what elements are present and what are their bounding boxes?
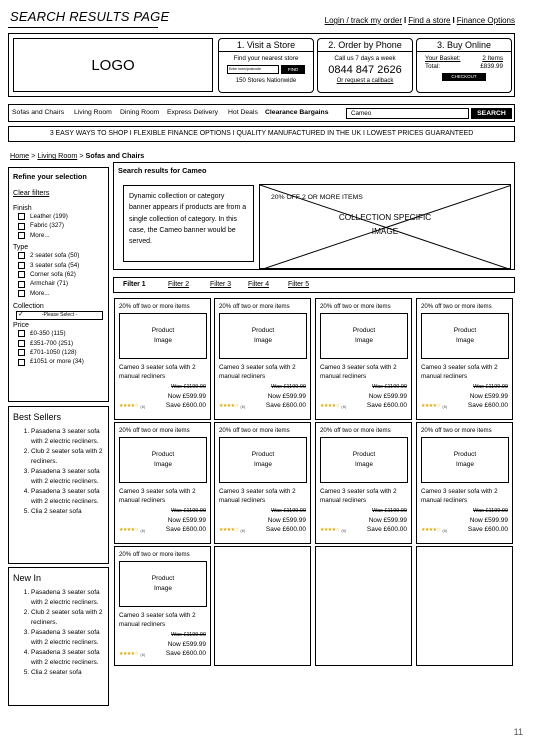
logo[interactable]: LOGO xyxy=(13,38,213,92)
star-icons: ★★★★☆ xyxy=(119,403,139,409)
tick-icon: ✓ xyxy=(18,311,24,319)
filter-price-0-350[interactable]: £0-350 (115) xyxy=(13,329,104,338)
product-card[interactable] xyxy=(315,298,412,420)
star-icons: ★★★★☆ xyxy=(320,527,340,533)
breadcrumb: Home > Living Room > Sofas and Chairs xyxy=(10,151,145,160)
now-price: Now £599.99 xyxy=(469,517,508,524)
product-card[interactable] xyxy=(214,298,311,420)
best-sellers-title: Best Sellers xyxy=(13,412,62,422)
product-card[interactable] xyxy=(114,546,211,666)
filter-type-more[interactable]: More... xyxy=(13,289,104,298)
rating-stars[interactable] xyxy=(119,527,145,533)
product-card[interactable] xyxy=(114,298,211,420)
best-seller-item[interactable]: 2. Club 2 seater sofa with 2 recliners. xyxy=(31,447,104,467)
best-seller-item[interactable]: 4. Pasadena 3 seater sofa with 2 electric recliners. xyxy=(31,487,104,507)
nav-express-delivery[interactable]: Express Delivery xyxy=(167,109,218,116)
save-amount: Save £600.00 xyxy=(165,650,206,657)
filter-price-351-700[interactable]: £351-700 (251) xyxy=(13,339,104,348)
save-amount: Save £600.00 xyxy=(265,402,306,409)
save-amount: Save £600.00 xyxy=(467,402,508,409)
was-price: Was £1199.99 xyxy=(171,632,206,638)
filter-armchair-checkbox[interactable]: Armchair (71) xyxy=(13,279,104,288)
visit-store-title: 1. Visit a Store xyxy=(219,39,313,52)
offer-label: 20% off two or more items xyxy=(119,551,190,558)
review-count: (6) xyxy=(341,403,347,409)
visit-store-panel: 1. Visit a Store Find your nearest store Enter town/postcode FIND 150 Stores Nationwide xyxy=(218,38,314,93)
product-card[interactable] xyxy=(114,422,211,544)
product-name[interactable]: Cameo 3 seater sofa with 2 manual recliners xyxy=(119,488,196,504)
order-phone-panel: 2. Order by Phone Call us 7 days a week 0844 847 2626 Or request a callback xyxy=(317,38,413,93)
product-card[interactable] xyxy=(315,422,412,544)
phone-number[interactable]: 0844 847 2626 xyxy=(328,64,402,76)
offer-label: 20% off two or more items xyxy=(320,427,391,434)
product-image[interactable]: Product Image xyxy=(421,437,509,483)
basket-summary[interactable]: Your Basket: 2 Items Total: £839.99 xyxy=(425,55,503,70)
product-name[interactable]: Cameo 3 seater sofa with 2 manual recliners xyxy=(219,488,296,504)
review-count: (6) xyxy=(140,651,146,657)
new-in-panel xyxy=(8,567,109,706)
product-name[interactable]: Cameo 3 seater sofa with 2 manual recliners xyxy=(119,364,196,380)
product-image[interactable]: Product Image xyxy=(219,313,307,359)
product-name[interactable]: Cameo 3 seater sofa with 2 manual recliners xyxy=(320,488,397,504)
find-store-link[interactable]: Find a store xyxy=(408,16,451,25)
was-price: Was £1199.99 xyxy=(473,508,508,514)
offer-label: 20% off two or more items xyxy=(320,303,391,310)
review-count: (6) xyxy=(240,527,246,533)
was-price: Was £1199.99 xyxy=(372,384,407,390)
save-amount: Save £600.00 xyxy=(366,402,407,409)
filter-tab-2[interactable]: Filter 2 xyxy=(168,281,190,288)
best-seller-item[interactable]: 5. Clia 2 seater sofa xyxy=(31,507,104,517)
filter-tab-5[interactable]: Filter 5 xyxy=(288,281,310,288)
product-name[interactable]: Cameo 3 seater sofa with 2 manual recliners xyxy=(219,364,296,380)
collection-image-label: COLLECTION SPECIFIC IMAGE xyxy=(338,213,432,236)
star-icons: ★★★★☆ xyxy=(320,403,340,409)
product-card[interactable] xyxy=(214,422,311,544)
breadcrumb-home[interactable]: Home xyxy=(10,151,30,160)
product-card[interactable] xyxy=(416,298,513,420)
best-seller-item[interactable]: 1. Pasadena 3 seater sofa with 2 electric recliners. xyxy=(31,427,104,447)
empty-product-slot xyxy=(315,546,412,666)
save-amount: Save £600.00 xyxy=(165,402,206,409)
offer-label: 20% off two or more items xyxy=(119,303,190,310)
was-price: Was £1199.99 xyxy=(171,508,206,514)
search-button[interactable]: SEARCH xyxy=(471,108,512,119)
filter-leather-checkbox[interactable]: Leather (199) xyxy=(13,212,104,221)
filter-price-1051-plus[interactable]: £1051 or more (34) xyxy=(13,357,104,366)
collection-offer: 20% OFF 2 OR MORE ITEMS xyxy=(271,194,363,201)
star-icons: ★★★★☆ xyxy=(119,651,139,657)
collection-banner[interactable] xyxy=(259,184,511,269)
product-card[interactable] xyxy=(416,422,513,544)
product-image[interactable]: Product Image xyxy=(119,437,207,483)
save-amount: Save £600.00 xyxy=(265,526,306,533)
star-icons: ★★★★☆ xyxy=(421,527,441,533)
clear-filters-link[interactable]: Clear filters xyxy=(13,188,50,197)
breadcrumb-current: Sofas and Chairs xyxy=(85,151,145,160)
buy-online-panel xyxy=(416,38,512,93)
product-image[interactable]: Product Image xyxy=(119,561,207,607)
offer-label: 20% off two or more items xyxy=(421,427,492,434)
refine-title: Refine your selection xyxy=(13,172,87,181)
page-number: 11 xyxy=(513,727,523,737)
title-underline xyxy=(8,27,158,28)
new-in-item[interactable]: 3. Pasadena 3 seater sofa with 2 electric recliners. xyxy=(31,628,104,648)
find-button[interactable]: FIND xyxy=(281,65,305,74)
offer-label: 20% off two or more items xyxy=(421,303,492,310)
product-image[interactable]: Product Image xyxy=(119,313,207,359)
rating-stars[interactable] xyxy=(421,403,447,409)
checkout-button[interactable]: CHECKOUT xyxy=(442,73,486,81)
product-name[interactable]: Cameo 3 seater sofa with 2 manual recliners xyxy=(320,364,397,380)
now-price: Now £599.99 xyxy=(167,517,206,524)
product-image[interactable]: Product Image xyxy=(320,313,408,359)
offer-label: 20% off two or more items xyxy=(119,427,190,434)
new-in-item[interactable]: 2. Club 2 seater sofa with 2 recliners. xyxy=(31,608,104,628)
product-image[interactable]: Product Image xyxy=(219,437,307,483)
now-price: Now £599.99 xyxy=(167,641,206,648)
review-count: (6) xyxy=(442,403,448,409)
rating-stars[interactable] xyxy=(421,527,447,533)
top-links: Login / track my order I Find a store I Finance Options xyxy=(324,16,515,25)
save-amount: Save £600.00 xyxy=(366,526,407,533)
results-title: Search results for Cameo xyxy=(118,166,207,175)
product-name[interactable]: Cameo 3 seater sofa with 2 manual recliners xyxy=(421,364,498,380)
search-input[interactable]: Cameo xyxy=(346,108,469,119)
filter-tab-1[interactable]: Filter 1 xyxy=(123,281,146,288)
product-name[interactable]: Cameo 3 seater sofa with 2 manual recliners xyxy=(119,612,196,628)
login-link[interactable]: Login / track my order xyxy=(324,16,403,25)
filter-2-seater-checkbox[interactable]: 2 seater sofa (50) xyxy=(13,251,104,260)
rating-stars[interactable] xyxy=(219,403,245,409)
empty-product-slot xyxy=(416,546,513,666)
now-price: Now £599.99 xyxy=(267,393,306,400)
best-sellers-panel xyxy=(8,406,109,564)
postcode-input[interactable]: Enter town/postcode xyxy=(227,65,279,74)
filter-corner-checkbox[interactable]: Corner sofa (62) xyxy=(13,270,104,279)
filter-tab-4[interactable]: Filter 4 xyxy=(248,281,270,288)
star-icons: ★★★★☆ xyxy=(421,403,441,409)
review-count: (6) xyxy=(240,403,246,409)
star-icons: ★★★★☆ xyxy=(219,403,239,409)
nav-living-room[interactable]: Living Room xyxy=(74,109,112,116)
was-price: Was £1199.99 xyxy=(372,508,407,514)
dynamic-banner-note: Dynamic collection or category banner appears if products are from a single collection of category. In this case, the Cameo banner would be served. xyxy=(123,185,254,262)
review-count: (6) xyxy=(140,403,146,409)
was-price: Was £1199.99 xyxy=(271,384,306,390)
callback-link[interactable]: Or request a callback xyxy=(336,78,394,84)
order-phone-title: 2. Order by Phone xyxy=(318,39,412,52)
nav-clearance-bargains[interactable]: Clearance Bargains xyxy=(265,109,329,116)
nav-hot-deals[interactable]: Hot Deals xyxy=(228,109,258,116)
usp-banner: 3 EASY WAYS TO SHOP I FLEXIBLE FINANCE OPTIONS I QUALITY MANUFACTURED IN THE UK I LOWEST PRICES GUARANTEED xyxy=(8,126,515,142)
collection-select[interactable]: ✓ -Please Select - xyxy=(16,311,103,320)
rating-stars[interactable] xyxy=(320,403,346,409)
filter-fabric-checkbox[interactable]: Fabric (327) xyxy=(13,221,104,230)
product-image[interactable]: Product Image xyxy=(320,437,408,483)
review-count: (6) xyxy=(140,527,146,533)
filter-bar xyxy=(113,277,515,293)
finance-options-link[interactable]: Finance Options xyxy=(456,16,515,25)
rating-stars[interactable] xyxy=(320,527,346,533)
now-price: Now £599.99 xyxy=(368,393,407,400)
save-amount: Save £600.00 xyxy=(467,526,508,533)
rating-stars[interactable] xyxy=(219,527,245,533)
page-title: SEARCH RESULTS PAGE xyxy=(10,9,170,24)
buy-online-title: 3. Buy Online xyxy=(417,39,511,52)
best-seller-item[interactable]: 3. Pasadena 3 seater sofa with 2 electric recliners. xyxy=(31,467,104,487)
review-count: (6) xyxy=(442,527,448,533)
star-icons: ★★★★☆ xyxy=(219,527,239,533)
offer-label: 20% off two or more items xyxy=(219,303,290,310)
filter-price-701-1050[interactable]: £701-1050 (128) xyxy=(13,348,104,357)
was-price: Was £1199.99 xyxy=(171,384,206,390)
now-price: Now £599.99 xyxy=(469,393,508,400)
refine-panel: Refine your selection Clear filters Finish Leather (199) Fabric (327) More... Type 2 seater sofa (50) 3 seater sofa (54) Corner sofa (62) Armchair (71) More... Collection ✓ -Please Select - Price £0-350 (115) £351-700 (251) £701-1050 (128) £1051 or more (34) xyxy=(8,167,109,402)
rating-stars[interactable] xyxy=(119,651,145,657)
new-in-item[interactable]: 1. Pasadena 3 seater sofa with 2 electric recliners. xyxy=(31,588,104,608)
filter-3-seater-checkbox[interactable]: 3 seater sofa (54) xyxy=(13,261,104,270)
new-in-item[interactable]: 4. Pasadena 3 seater sofa with 2 electric recliners. xyxy=(31,648,104,668)
nav-sofas-and-chairs[interactable]: Sofas and Chairs xyxy=(12,109,65,116)
site-header xyxy=(8,33,515,97)
offer-label: 20% off two or more items xyxy=(219,427,290,434)
results-header xyxy=(113,162,515,270)
filter-finish-more[interactable]: More... xyxy=(13,231,104,240)
now-price: Now £599.99 xyxy=(167,393,206,400)
now-price: Now £599.99 xyxy=(267,517,306,524)
was-price: Was £1199.99 xyxy=(271,508,306,514)
save-amount: Save £600.00 xyxy=(165,526,206,533)
nav-dining-room[interactable]: Dining Room xyxy=(120,109,160,116)
new-in-title: New In xyxy=(13,573,42,583)
main-nav xyxy=(8,104,515,122)
filter-tab-3[interactable]: Filter 3 xyxy=(210,281,232,288)
product-image[interactable]: Product Image xyxy=(421,313,509,359)
star-icons: ★★★★☆ xyxy=(119,527,139,533)
review-count: (6) xyxy=(341,527,347,533)
product-name[interactable]: Cameo 3 seater sofa with 2 manual recliners xyxy=(421,488,498,504)
new-in-item[interactable]: 5. Clia 2 seater sofa xyxy=(31,668,104,678)
now-price: Now £599.99 xyxy=(368,517,407,524)
empty-product-slot xyxy=(214,546,311,666)
breadcrumb-living-room[interactable]: Living Room xyxy=(37,151,78,160)
was-price: Was £1199.99 xyxy=(473,384,508,390)
rating-stars[interactable] xyxy=(119,403,145,409)
